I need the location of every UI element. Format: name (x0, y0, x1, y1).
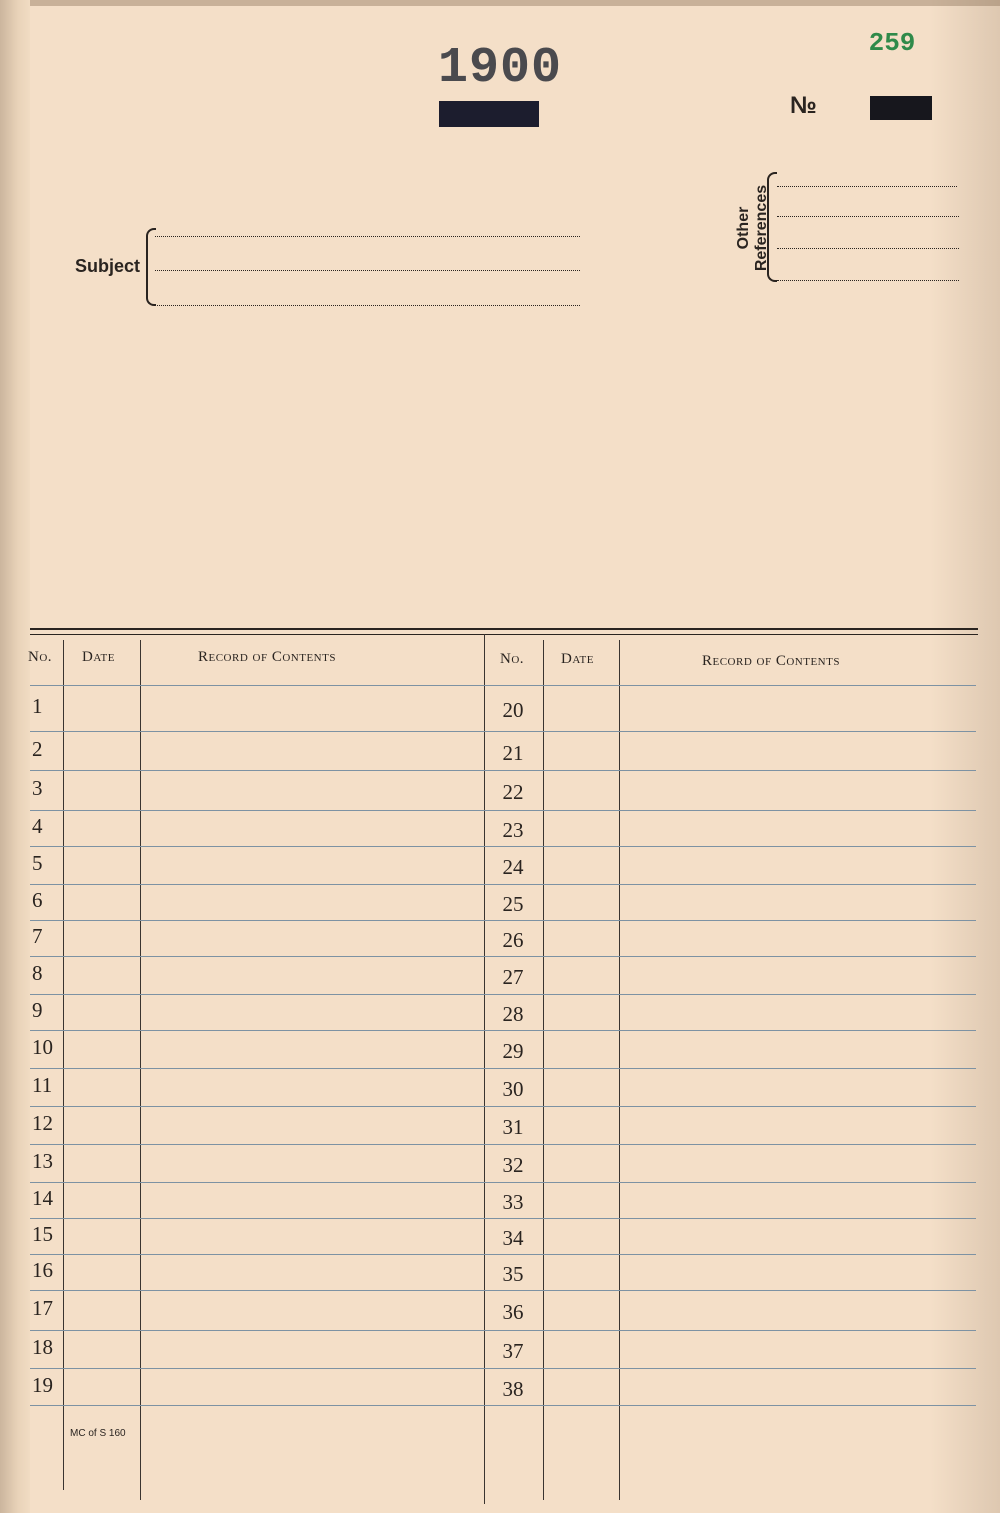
row-number-left: 10 (32, 1035, 53, 1059)
subject-line-2 (155, 270, 580, 271)
ruled-line (30, 1106, 976, 1107)
row-number-right: 25 (502, 892, 524, 916)
ruled-line (30, 685, 976, 686)
ruled-line (30, 1218, 976, 1219)
ruled-line (30, 1030, 976, 1031)
row-number-left: 15 (32, 1222, 53, 1246)
year-stamp: 1900 (437, 40, 563, 97)
ruled-line (30, 1290, 976, 1291)
ruled-line (30, 846, 976, 847)
file-stamp-number: 259 (868, 28, 916, 58)
col-line-right-date (619, 640, 620, 1500)
left-header-date: Date (82, 649, 115, 665)
page-top-edge (0, 0, 1000, 6)
ruled-line (30, 884, 976, 885)
row-number-left: 19 (32, 1372, 53, 1397)
col-line-center-1 (484, 634, 485, 1504)
row-number-right: 24 (502, 855, 524, 879)
other-references-label-line1: Other (735, 206, 752, 250)
redaction-block-number (870, 96, 932, 120)
ruled-line (30, 1144, 976, 1145)
row-number-right: 27 (502, 965, 524, 989)
row-number-right: 32 (502, 1153, 524, 1177)
ruled-line (30, 1330, 976, 1331)
subject-label: Subject (75, 256, 141, 276)
left-header-record: Record of Contents (198, 649, 336, 665)
row-number-left: 18 (32, 1335, 53, 1359)
row-number-right: 28 (502, 1002, 524, 1026)
row-number-right: 30 (502, 1077, 524, 1101)
row-number-right: 23 (502, 818, 524, 842)
row-number-left: 3 (32, 776, 43, 800)
row-number-left: 6 (32, 888, 43, 912)
row-number-right: 29 (502, 1039, 524, 1063)
table-top-rule-1 (30, 628, 978, 630)
row-number-left: 7 (32, 924, 43, 948)
ruled-line (30, 731, 976, 732)
redaction-block-year (439, 101, 539, 127)
binding-spine (0, 0, 30, 1513)
reference-line-1 (777, 186, 957, 187)
ruled-line (30, 1254, 976, 1255)
right-header-record: Record of Contents (702, 653, 840, 669)
col-line-left-date (140, 640, 141, 1500)
row-number-right: 37 (502, 1339, 524, 1363)
ruled-line (30, 810, 976, 811)
row-number-left: 14 (32, 1186, 53, 1210)
row-number-left: 16 (32, 1258, 53, 1282)
row-number-left: 2 (32, 736, 43, 761)
row-number-left: 12 (32, 1111, 53, 1135)
reference-line-3 (777, 248, 959, 249)
row-number-right: 33 (502, 1190, 524, 1214)
row-number-left: 1 (32, 694, 43, 718)
right-header-date: Date (561, 651, 594, 667)
ruled-line (30, 1182, 976, 1183)
table-top-rule-2 (30, 634, 978, 635)
row-number-right: 36 (502, 1300, 524, 1324)
other-references-label (735, 168, 771, 288)
number-label: № (790, 92, 817, 119)
ruled-line (30, 956, 976, 957)
subject-line-1 (155, 236, 580, 237)
ruled-line (30, 920, 976, 921)
ruled-line (30, 1368, 976, 1369)
reference-line-4 (777, 280, 959, 281)
ruled-line (30, 994, 976, 995)
col-line-right-no (543, 640, 544, 1500)
subject-brace (146, 228, 156, 306)
row-number-right: 38 (502, 1376, 524, 1401)
ruled-line (30, 1068, 976, 1069)
subject-line-3 (155, 305, 580, 306)
row-number-left: 13 (32, 1149, 53, 1173)
ruled-line (30, 1405, 976, 1406)
row-number-right: 35 (502, 1262, 524, 1286)
row-number-right: 31 (502, 1115, 524, 1139)
right-header-no: No. (500, 651, 525, 667)
col-line-left-no (63, 640, 64, 1490)
other-references-label-line2: References (753, 184, 770, 272)
row-number-left: 9 (32, 998, 43, 1022)
reference-line-2 (777, 216, 959, 217)
left-header-no: No. (28, 649, 53, 665)
row-number-left: 8 (32, 961, 43, 985)
row-number-right: 34 (502, 1226, 524, 1250)
row-number-left: 5 (32, 851, 43, 875)
row-number-left: 11 (32, 1073, 53, 1097)
row-number-right: 26 (502, 928, 524, 952)
row-number-left: 4 (32, 814, 43, 838)
ruled-line (30, 770, 976, 771)
page-edge-stain (930, 0, 1000, 1513)
row-number-left: 17 (32, 1296, 53, 1320)
other-references-brace (767, 172, 777, 282)
form-code: MC of S 160 (70, 1428, 126, 1439)
row-number-right: 20 (502, 698, 524, 722)
row-number-right: 21 (502, 740, 524, 765)
row-number-right: 22 (502, 780, 524, 804)
